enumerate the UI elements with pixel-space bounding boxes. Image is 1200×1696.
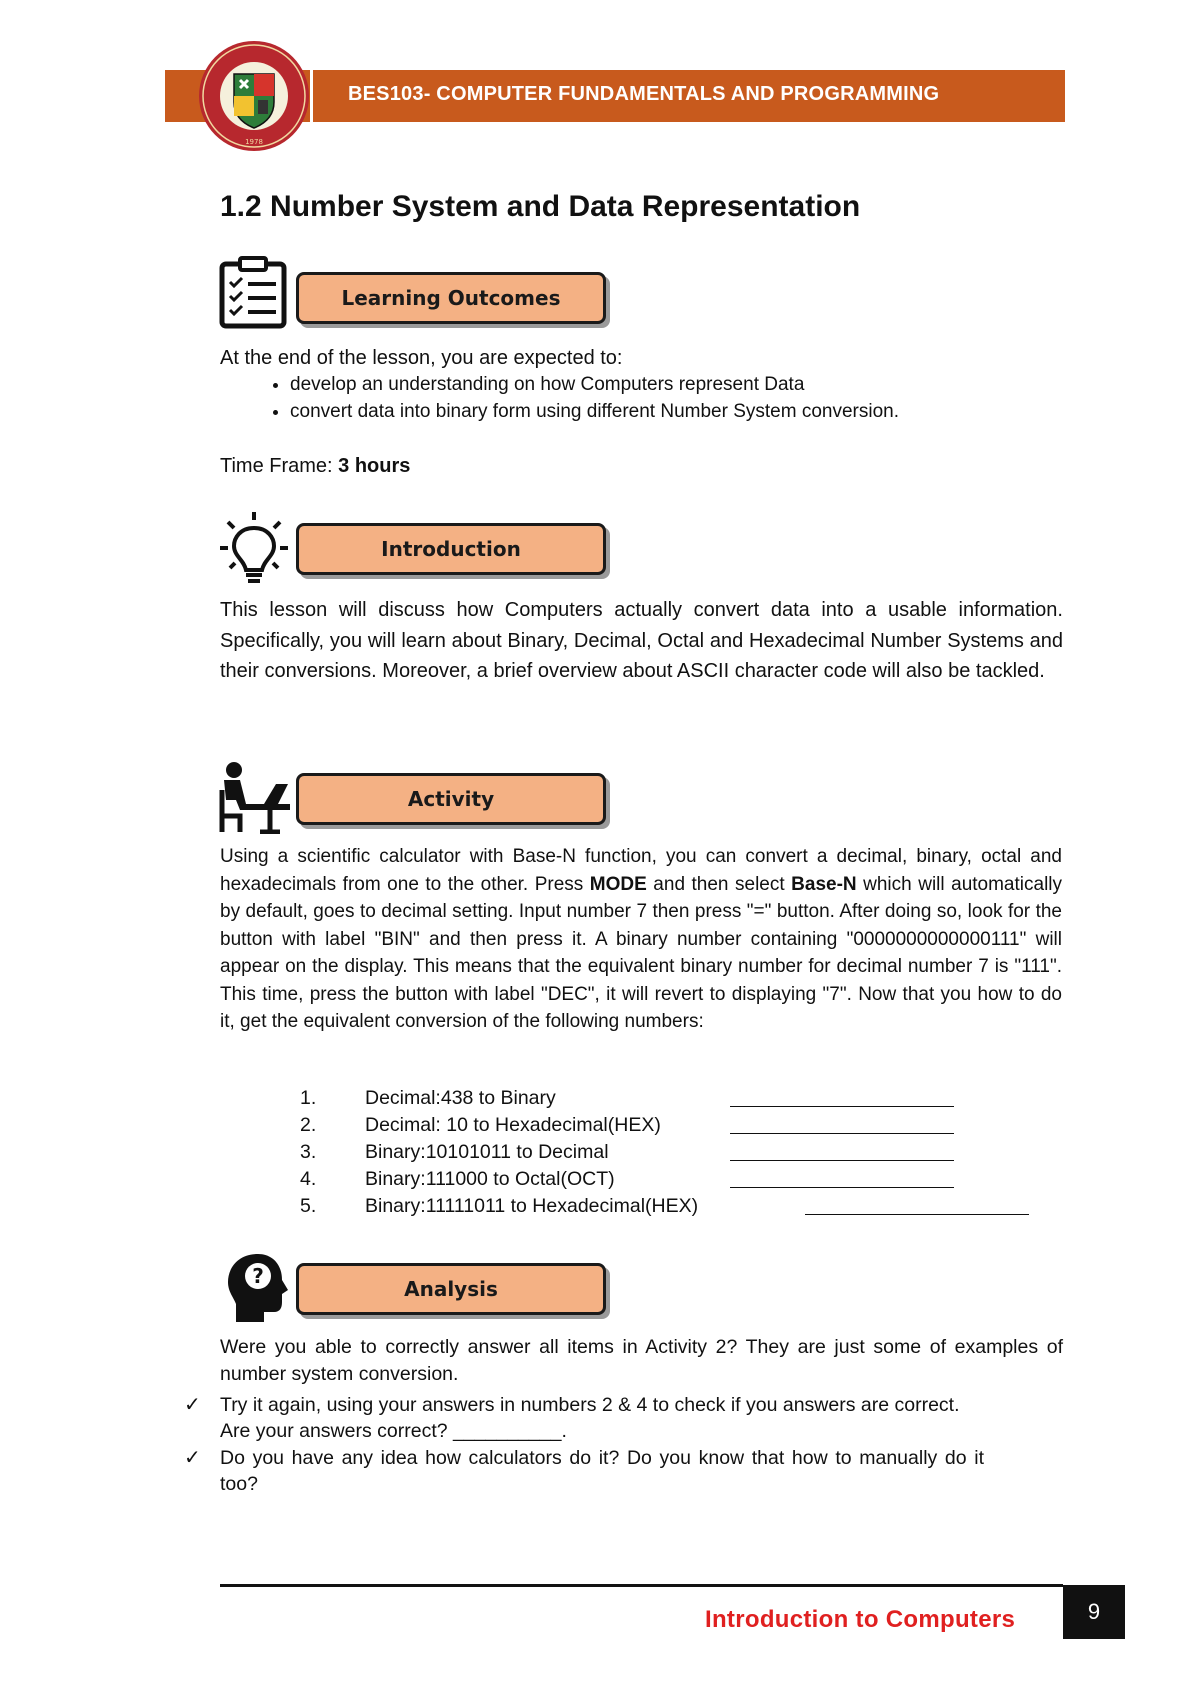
list-item xyxy=(300,1193,1029,1220)
list-item xyxy=(184,1445,984,1497)
item-number: 2. xyxy=(300,1114,317,1136)
outcomes-list xyxy=(246,371,899,425)
list-item: • develop an understanding on how Computers represent Data xyxy=(290,371,899,398)
answer-blank[interactable] xyxy=(730,1085,954,1107)
base-n-keyword: Base-N xyxy=(791,873,857,895)
analysis-label: Analysis xyxy=(296,1263,606,1315)
footer-title: Introduction to Computers xyxy=(705,1606,1016,1633)
learning-outcomes-label: Learning Outcomes xyxy=(296,272,606,324)
page-number: 9 xyxy=(1063,1585,1125,1639)
svg-text:?: ? xyxy=(252,1264,264,1288)
person-at-desk-icon xyxy=(218,760,292,834)
list-item xyxy=(184,1392,984,1444)
answer-blank[interactable] xyxy=(805,1193,1029,1215)
introduction-paragraph: This lesson will discuss how Computers actually convert data into a usable information. Specifically, you will learn about Binary, Decimal, Octal and Hexadecimal Number Systems and their conversions. Moreover, a brief overview about ASCII character code will also be tackled. xyxy=(220,599,1063,682)
list-item: • convert data into binary form using different Number System conversion. xyxy=(290,398,899,425)
item-question: Decimal: 10 to Hexadecimal(HEX) xyxy=(365,1114,661,1136)
time-frame-label: Time Frame: xyxy=(220,455,339,477)
svg-text:1978: 1978 xyxy=(245,138,263,146)
item-number: 4. xyxy=(300,1168,317,1190)
list-item xyxy=(300,1112,1029,1139)
list-item xyxy=(300,1085,1029,1112)
answer-blank[interactable] xyxy=(730,1112,954,1134)
item-question: Binary:10101011 to Decimal xyxy=(365,1141,609,1163)
item-number: 1. xyxy=(300,1087,317,1109)
page-title: 1.2 Number System and Data Representation xyxy=(220,190,861,223)
check-text: Do you have any idea how calculators do it? Do you know that how to manually do it too? xyxy=(220,1447,984,1495)
course-title: BES103- COMPUTER FUNDAMENTALS AND PROGRAMMING xyxy=(348,83,940,105)
item-question: Binary:111000 to Octal(OCT) xyxy=(365,1168,615,1190)
outcomes-lead: At the end of the lesson, you are expected to: xyxy=(220,347,623,369)
conversion-list xyxy=(300,1085,1029,1220)
lightbulb-icon xyxy=(218,510,290,586)
activity-text-2: and then select xyxy=(646,873,792,895)
time-frame-value: 3 hours xyxy=(338,455,411,477)
activity-text-3: which will automatically by default, goes to decimal setting. Input number 7 then press "=" button. After doing so, look for the button with label "BIN" and then press it. A binary number containing "0000000000000111" will appear on the display. This means that the equivalent binary number for decimal number 7 is "111". This time, press the button with label "DEC", it will revert to displaying "7". Now that you how to do it, get the equivalent conversion of the following numbers: xyxy=(220,873,1063,1032)
activity-text-1: Using a scientific calculator with Base-N function, you can convert a decimal, binary, octal and hexadecimals from one to the other. Press xyxy=(220,846,1062,895)
list-item xyxy=(300,1166,1029,1193)
activity-paragraph xyxy=(220,843,1062,1036)
university-seal-logo xyxy=(198,40,310,152)
item-number: 3. xyxy=(300,1141,317,1163)
item-number: 5. xyxy=(300,1195,317,1217)
check-text: Try it again, using your answers in numbers 2 & 4 to check if you answers are correct. Are your answers correct? __________. xyxy=(220,1394,960,1442)
checklist-icon xyxy=(218,256,290,330)
analysis-checklist xyxy=(184,1392,984,1498)
footer-rule xyxy=(220,1584,1063,1587)
answer-blank[interactable] xyxy=(730,1139,954,1161)
head-question-icon xyxy=(222,1250,294,1324)
mode-keyword: MODE xyxy=(589,873,647,895)
analysis-paragraph: Were you able to correctly answer all items in Activity 2? They are just some of examples of number system conversion. xyxy=(220,1336,1063,1385)
checkmark-icon: ✓ xyxy=(184,1447,201,1469)
time-frame xyxy=(220,452,410,481)
checkmark-icon: ✓ xyxy=(184,1394,201,1416)
answer-blank[interactable] xyxy=(730,1166,954,1188)
item-question: Binary:11111011 to Hexadecimal(HEX) xyxy=(365,1195,699,1217)
activity-label: Activity xyxy=(296,773,606,825)
item-question: Decimal:438 to Binary xyxy=(365,1087,556,1109)
list-item xyxy=(300,1139,1029,1166)
introduction-label: Introduction xyxy=(296,523,606,575)
